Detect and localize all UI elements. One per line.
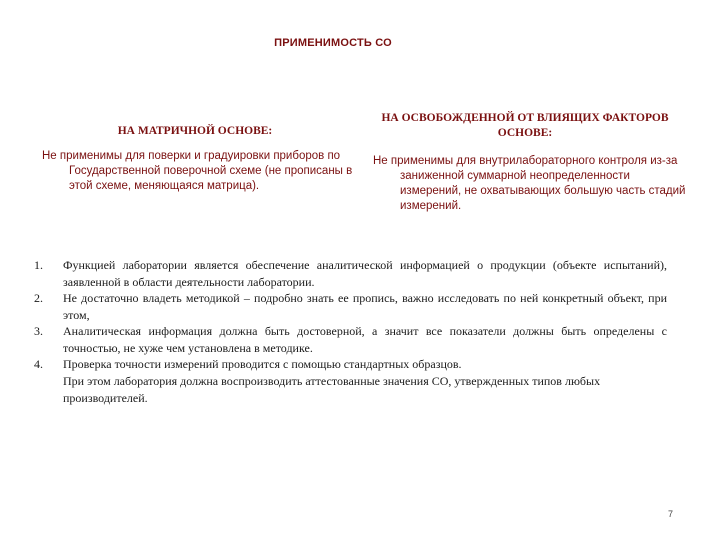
list-item — [34, 356, 667, 373]
continuation-paragraph: При этом лаборатория должна воспроизводить аттестованные значения СО, утвержденных типов любых производителей. — [63, 374, 601, 405]
list-item-number: 3. — [34, 324, 43, 338]
list-item-text: Не достаточно владеть методикой – подробно знать ее пропись, важно исследовать по ней конкретный объект, при этом, — [63, 291, 667, 322]
left-column-text: Не применимы для поверки и градуировки приборов по Государственной поверочной схеме (не прописаны в этой схеме, меняющаяся матрица). — [42, 150, 353, 192]
list-item — [34, 290, 667, 323]
numbered-list — [34, 257, 667, 373]
list-item — [34, 323, 667, 356]
right-column-text: Не применимы для внутрилабораторного контроля из-за заниженной суммарной неопределенности измерений, не охватывающих большую часть стадий измерений. — [373, 155, 686, 212]
list-item-text: Аналитическая информация должна быть достоверной, а значит все показатели должны быть определены с точностью, не хуже чем установлена в методике. — [63, 324, 667, 355]
list-item — [34, 257, 667, 290]
list-item-number: 2. — [34, 291, 43, 305]
list-item-number: 1. — [34, 258, 43, 272]
page-number: 7 — [668, 509, 674, 519]
left-column-heading: НА МАТРИЧНОЙ ОСНОВЕ: — [117, 125, 273, 137]
list-item-number: 4. — [34, 357, 43, 371]
list-item-text: Проверка точности измерений проводится с помощью стандартных образцов. — [63, 357, 462, 371]
list-item-text: Функцией лаборатории является обеспечение аналитической информацией о продукции (объекте испытаний), заявленной в области деятельности лаборатории. — [63, 258, 667, 289]
right-column-heading: НА ОСВОБОЖДЕННОЙ ОТ ВЛИЯЩИХ ФАКТОРОВ ОСНОВЕ: — [381, 112, 669, 139]
page-title: ПРИМЕНИМОСТЬ СО — [274, 37, 392, 49]
